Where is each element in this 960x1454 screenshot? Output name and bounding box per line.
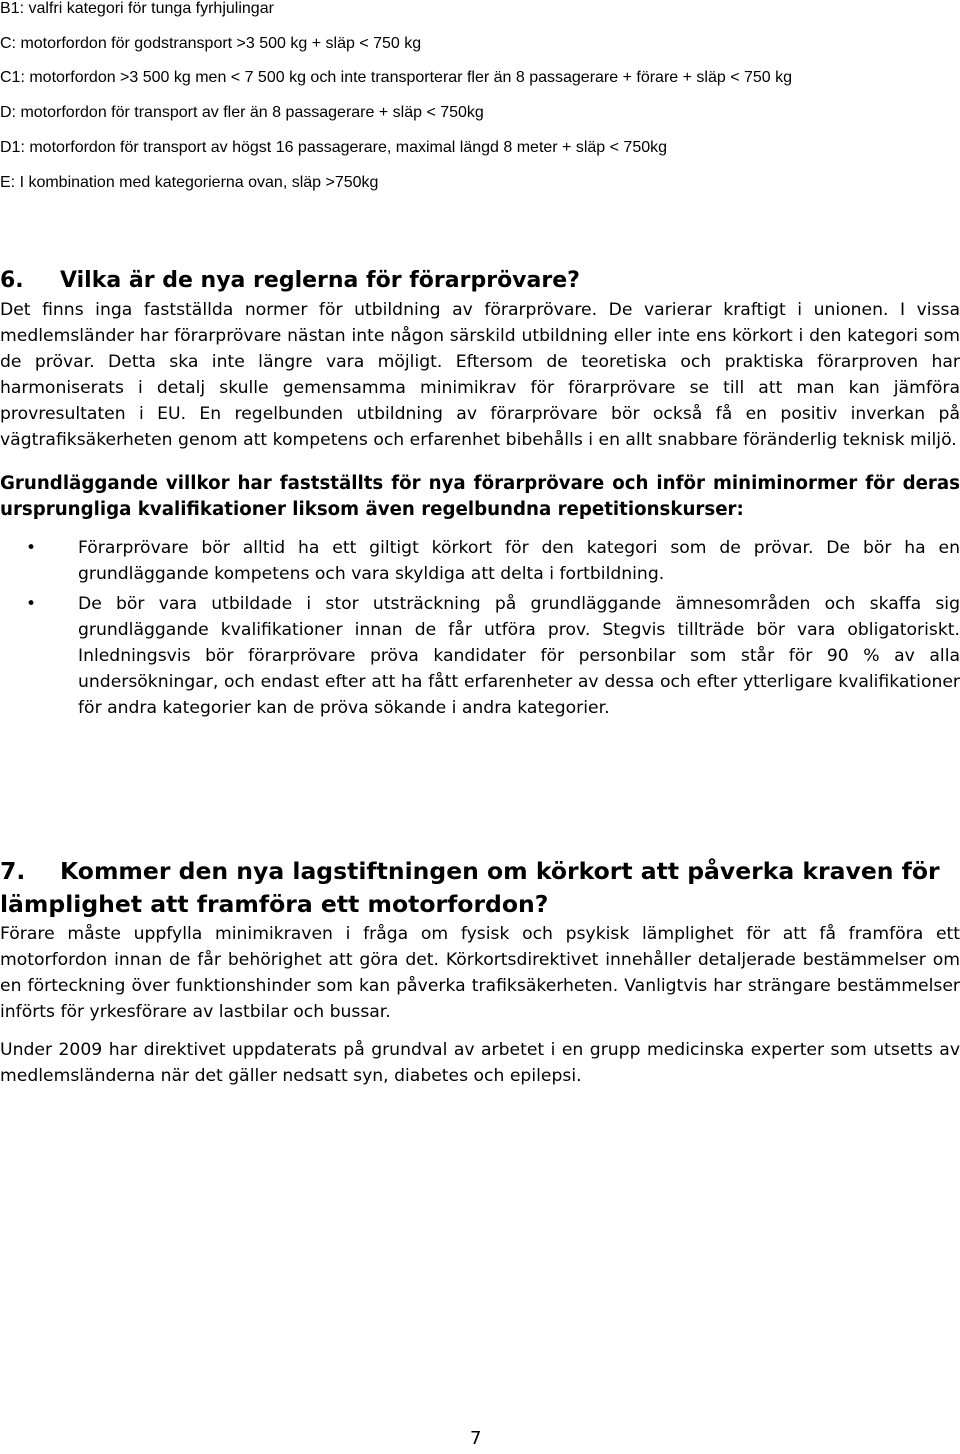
bullet-item bbox=[0, 535, 960, 587]
bullet-text: Förarprövare bör alltid ha ett giltigt körkort för den kategori som de prövar. De bör ha en grundläggande kompetens och vara skyldiga att delta i fortbildning. bbox=[78, 538, 960, 584]
section-7-paragraph: Förare måste uppfylla minimikraven i fråga om fysisk och psykisk lämplighet för att få framföra ett motorfordon innan de får behörighet att göra det. Körkortsdirektivet innehåller detaljerade bestämmelser om en förteckning över funktionshinder som kan påverka trafiksäkerheten. Vanligtvis har strängare bestämmelser införts för yrkesförare av lastbilar och bussar. bbox=[0, 924, 960, 1022]
section-7-title: Kommer den nya lagstiftningen om körkort att påverka kraven för lämplighet att framföra ett motorfordon? bbox=[0, 857, 940, 918]
section-6-heading bbox=[0, 265, 960, 297]
bullet-icon: • bbox=[26, 594, 37, 614]
bullet-text: De bör vara utbildade i stor utsträckning på grundläggande ämnesområden och skaffa sig grundläggande kvalifikationer innan de får utföra prov. Stegvis tillträde bör vara obligatoriskt. Inledningsvis bör förarprövare pröva kandidater för personbilar som står för 90 % av alla undersökningar, och endast efter att ha fått erfarenheter av dessa och efter ytterligare kvalifikationer för andra kategorier kan de pröva sökande i andra kategorier. bbox=[78, 594, 960, 718]
category-item: D: motorfordon för transport av fler än 8 passagerare + släp < 750kg bbox=[0, 104, 484, 122]
category-item: C: motorfordon för godstransport >3 500 kg + släp < 750 kg bbox=[0, 34, 422, 52]
section-6-bullet-list bbox=[0, 535, 960, 721]
section-6-number: 6. bbox=[0, 268, 24, 293]
license-category-list bbox=[0, 0, 960, 200]
section-7-number: 7. bbox=[0, 857, 26, 885]
bullet-item bbox=[0, 591, 960, 721]
section-6 bbox=[0, 265, 960, 725]
section-7-heading bbox=[0, 855, 960, 921]
section-7-paragraph: Under 2009 har direktivet uppdaterats på grundval av arbetet i en grupp medicinska experter som utsetts av medlemsländerna när det gäller nedsatt syn, diabetes och epilepsi. bbox=[0, 1040, 960, 1086]
category-item: E: I kombination med kategorierna ovan, släp >750kg bbox=[0, 173, 379, 191]
bullet-icon: • bbox=[26, 538, 37, 558]
section-7 bbox=[0, 855, 960, 1089]
category-item: B1: valfri kategori för tunga fyrhjulingar bbox=[0, 0, 274, 17]
page-number: 7 bbox=[470, 1428, 482, 1449]
section-6-bold-intro: Grundläggande villkor har fastställts för nya förarprövare och inför miniminormer för deras ursprungliga kvalifikationer liksom även regelbundna repetitionskurser: bbox=[0, 473, 960, 520]
category-item: C1: motorfordon >3 500 kg men < 7 500 kg och inte transporterar fler än 8 passagerare + förare + släp < 750 kg bbox=[0, 69, 793, 87]
section-6-title: Vilka är de nya reglerna för förarprövare? bbox=[60, 268, 580, 293]
section-6-paragraph: Det finns inga fastställda normer för utbildning av förarprövare. De varierar kraftigt i unionen. I vissa medlemsländer har förarprövare nästan inte någon särskild utbildning eller inte ens körkort i den kategori som de prövar. Detta ska inte längre vara möjligt. Eftersom de teoretiska och praktiska förarproven har harmoniserats i detalj skulle gemensamma minimikrav för förarprövare se till att man kan jämföra provresultaten i EU. En regelbunden utbildning av förarprövare bör också få en positiv inverkan på vägtrafiksäkerheten genom att kompetens och erfarenhet bibehålls i en allt snabbare föränderlig teknisk miljö. bbox=[0, 300, 960, 450]
category-item: D1: motorfordon för transport av högst 16 passagerare, maximal längd 8 meter + släp < 750kg bbox=[0, 138, 668, 156]
